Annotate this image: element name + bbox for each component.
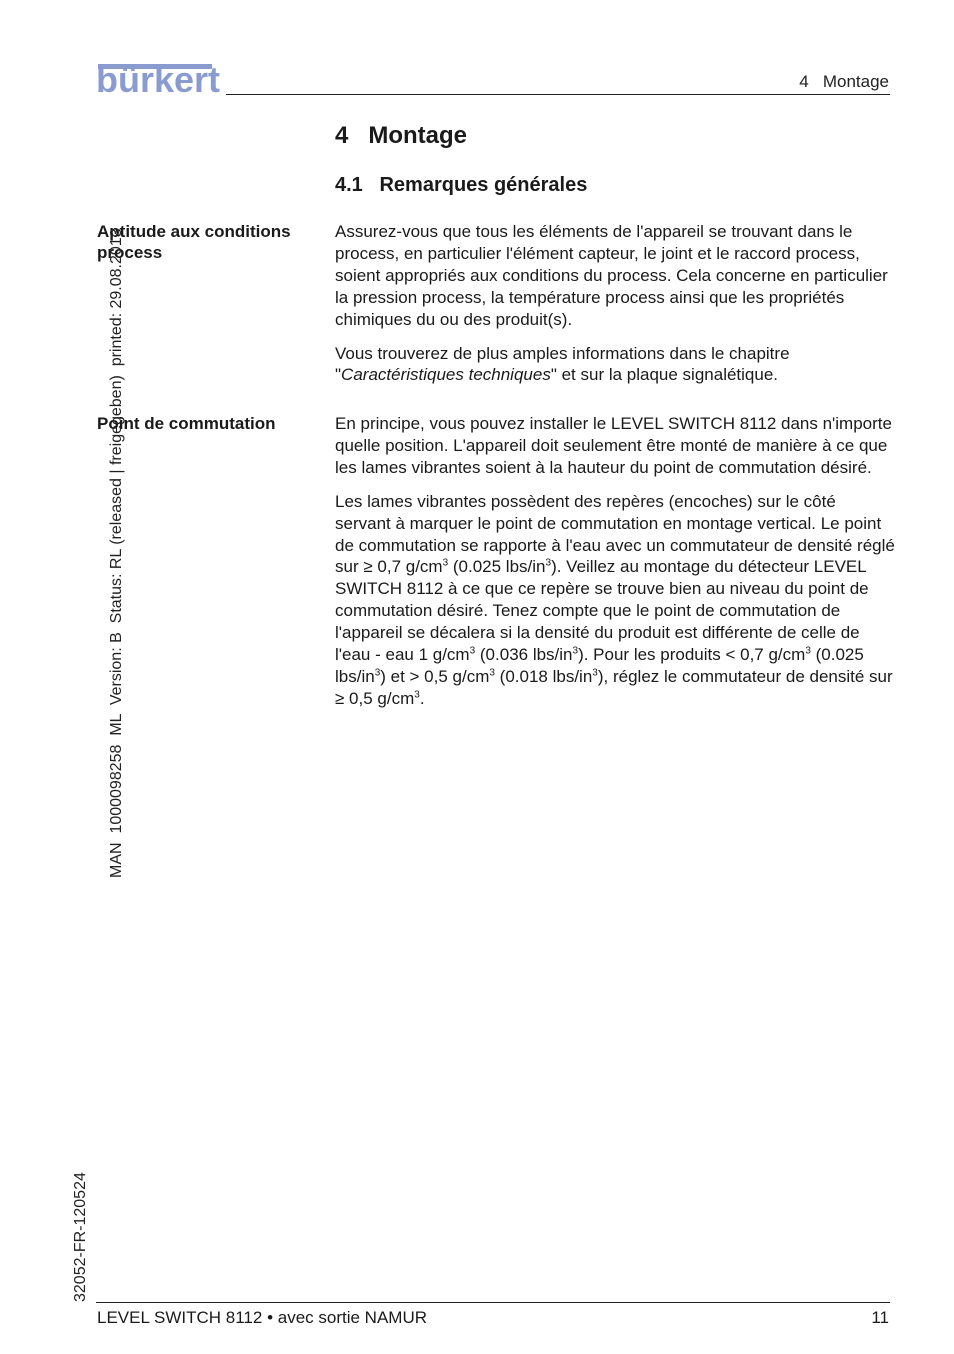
- aptitude-paragraph-2: Vous trouverez de plus amples informations dans le chapitre "Caractéristiques techniques" et sur la plaque signalétique.: [335, 343, 790, 385]
- section-title: 4.1 Remarques générales: [335, 174, 588, 196]
- aptitude-text: [335, 221, 895, 398]
- footer-rule: [96, 1302, 890, 1303]
- margin-status-text: MAN 1000098258 ML Version: B Status: RL (released | freigegeben) printed: 29.08.2013: [108, 228, 125, 878]
- commutation-paragraph-1: En principe, vous pouvez installer le LEVEL SWITCH 8112 dans n'importe quelle position. L'appareil doit seulement être monté de manière à ce que les lames vibrantes soient à la hauteur du point de commutation désiré.: [335, 414, 892, 477]
- page-number: 11: [871, 1308, 889, 1327]
- italic-reference: Caractéristiques techniques: [341, 365, 551, 385]
- footer-product: LEVEL SWITCH 8112 • avec sortie NAMUR: [97, 1308, 427, 1327]
- commutation-paragraph-2: Les lames vibrantes possèdent des repères (encoches) sur le côté servant à marquer le point de commutation en montage vertical. Le point de commutation se rapporte à l'eau avec un commutateur de densité réglé sur ≥ 0,7 $g/cm^3$ (0.025 lbs/$in^3$). Veillez au montage du détecteur LEVEL SWITCH 8112 à ce que ce repère se trouve bien au niveau du point de commutation désiré. Tenez compte que le point de commutation de l'appareil se décalera si la densité du produit est différente de celle de l'eau - eau 1 $g/cm^3$ (0.036 lbs/$in^3$). Pour les produits < 0,7 $g/cm^3$ (0.025 lbs/$in^3$) et > 0,5 $g/cm^3$ (0.018 lbs/$in^3$), réglez le commutateur de densité sur ≥ 0,5 $g/cm^3$.: [335, 491, 895, 708]
- label-commutation: Point de commutation: [97, 414, 276, 433]
- commutation-text: [335, 413, 895, 722]
- header-rule: [226, 94, 890, 95]
- header-chapter: 4 Montage: [799, 72, 889, 91]
- aptitude-paragraph-1: Assurez-vous que tous les éléments de l'appareil se trouvant dans le process, en particulier l'élément capteur, le joint et le raccord process, soient appropriés aux conditions du process. Cela concerne en particulier la pression process, la température process ainsi que les propriétés chimiques du ou des produit(s).: [335, 222, 888, 329]
- chapter-title: 4 Montage: [335, 122, 468, 149]
- margin-document-code: 32052-FR-120524: [72, 1172, 89, 1302]
- label-aptitude: Aptitude aux conditions process: [97, 222, 291, 262]
- burkert-logo: bürkert: [96, 59, 221, 100]
